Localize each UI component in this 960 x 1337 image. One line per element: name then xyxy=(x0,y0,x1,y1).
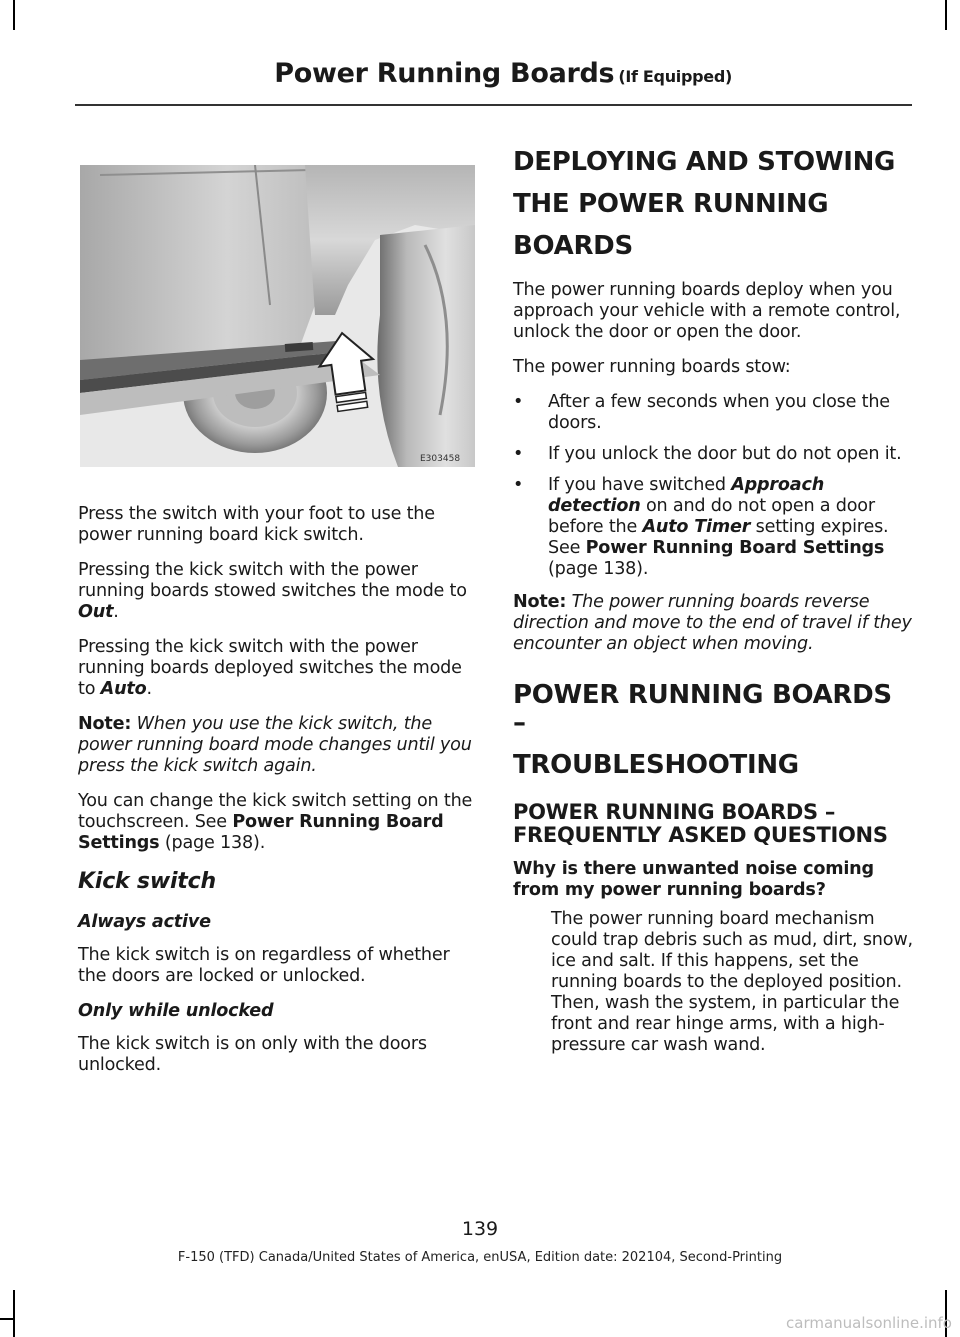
paragraph: Pressing the kick switch with the power running boards deployed switches the mode to Auto. xyxy=(78,637,462,699)
mode-auto: Auto xyxy=(100,679,147,699)
paragraph: Press the switch with your foot to use the power running board kick switch. xyxy=(78,504,435,545)
page-header-suffix: (If Equipped) xyxy=(618,67,732,86)
faq-question: Why is there unwanted noise coming from my power running boards? xyxy=(513,859,874,900)
crop-mark-bottom-left-v xyxy=(13,1290,15,1337)
svg-text:E303458: E303458 xyxy=(420,454,461,464)
stow-conditions-list xyxy=(513,392,913,580)
note-label: Note: xyxy=(513,592,567,612)
paragraph: The kick switch is on only with the doors unlocked. xyxy=(78,1034,427,1075)
crop-mark-top-right-v xyxy=(945,0,947,30)
list-item: • If you unlock the door but do not open it. xyxy=(513,444,913,465)
cross-reference-link[interactable]: Power Running Board Settings xyxy=(78,812,444,853)
mode-out: Out xyxy=(78,602,114,622)
note: Note: When you use the kick switch, the power running board mode changes until you press the kick switch again. xyxy=(78,714,472,776)
paragraph: The power running boards deploy when you approach your vehicle with a remote control, unlock the door or open the door. xyxy=(513,280,901,342)
faq-answer: The power running board mechanism could trap debris such as mud, dirt, snow, ice and salt. If this happens, set the running boards to the deployed position. Then, wash the system, in particular the front and rear hinge arms, with a high-pressure car wash wand. xyxy=(551,909,913,1055)
watermark: carmanualsonline.info xyxy=(786,1314,952,1332)
vehicle-kick-switch-illustration xyxy=(80,165,475,467)
list-item: • After a few seconds when you close the doors. xyxy=(513,392,913,434)
cross-reference-link[interactable]: Power Running Board Settings xyxy=(585,538,885,558)
note-label: Note: xyxy=(78,714,132,734)
page-number: 139 xyxy=(461,1218,499,1240)
left-column xyxy=(78,504,478,1090)
edition-footer: F-150 (TFD) Canada/United States of America, enUSA, Edition date: 202104, Second-Printing xyxy=(177,1250,783,1265)
paragraph: The kick switch is on regardless of whether the doors are locked or unlocked. xyxy=(78,945,450,986)
note: Note: The power running boards reverse direction and move to the end of travel if they encounter an object when moving. xyxy=(513,592,912,654)
page-header-title: Power Running Boards (If Equipped) xyxy=(274,58,732,89)
right-column xyxy=(513,148,913,1070)
deploying-stowing-heading: DEPLOYING AND STOWING THE POWER RUNNING BOARDS xyxy=(513,147,896,261)
paragraph: The power running boards stow: xyxy=(513,357,791,377)
crop-mark-top-left-v xyxy=(13,0,15,30)
only-while-unlocked-heading: Only while unlocked xyxy=(78,1001,274,1021)
faq-heading: POWER RUNNING BOARDS – FREQUENTLY ASKED QUESTIONS xyxy=(513,800,888,847)
header-divider xyxy=(75,104,912,106)
paragraph: You can change the kick switch setting on the touchscreen. See Power Running Board Settings (page 138). xyxy=(78,791,473,853)
kick-switch-heading: Kick switch xyxy=(78,869,216,894)
paragraph: Pressing the kick switch with the power running boards stowed switches the mode to Out. xyxy=(78,560,467,622)
crop-mark-bottom-left-h xyxy=(0,1318,14,1320)
troubleshooting-heading: POWER RUNNING BOARDS – TROUBLESHOOTING xyxy=(513,680,892,780)
always-active-heading: Always active xyxy=(78,912,211,932)
list-item: • If you have switched Approach detection on and do not open a door before the Auto Timer setting expires. See Power Running Board Settings (page 138). xyxy=(513,475,913,580)
